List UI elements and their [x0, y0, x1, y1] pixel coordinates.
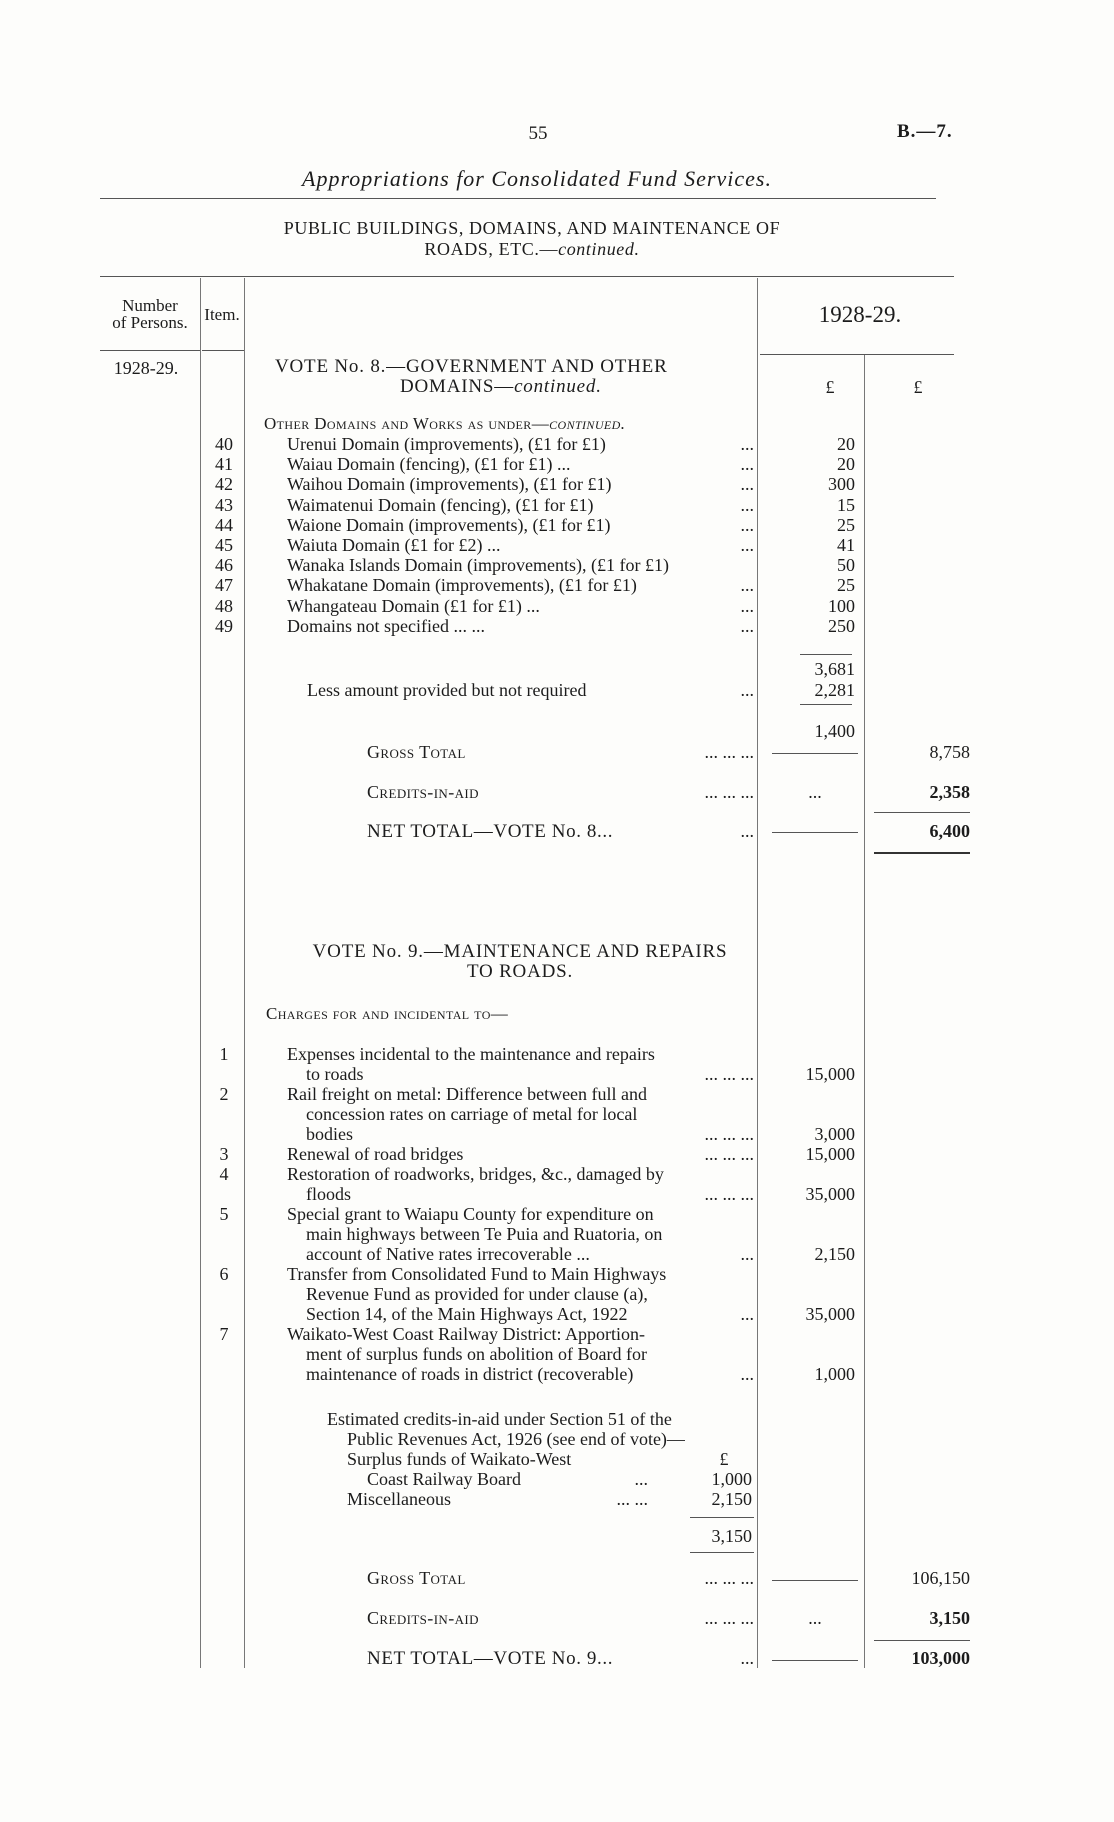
item-leader-dots: ... — [740, 515, 754, 535]
page-title: Appropriations for Consolidated Fund Services. — [302, 166, 772, 191]
miscellaneous-amount: 2,150 — [711, 1489, 752, 1509]
item-description: Special grant to Waiapu County for expenditure on — [287, 1204, 654, 1224]
page-number: 55 — [528, 123, 548, 144]
item-amount: 25 — [837, 515, 855, 535]
item-leader-dots: ... — [740, 575, 754, 595]
item-number: 40 — [215, 434, 233, 454]
vote8-net-bottom-rule — [874, 852, 970, 854]
item-number: 48 — [215, 596, 233, 616]
item-amount: 100 — [828, 596, 855, 616]
item-amount: 15 — [837, 495, 855, 515]
amount-column-rule — [757, 278, 758, 1668]
vote8-gross-dots: ... ... ... — [704, 742, 754, 762]
item-description: Section 14, of the Main Highways Act, 1922 — [306, 1304, 628, 1324]
surplus-pound-sign: £ — [719, 1449, 729, 1469]
vote9-title-line1: VOTE No. 9.—MAINTENANCE AND REPAIRS — [312, 941, 728, 962]
vote8-less-dots: ... — [740, 680, 754, 700]
item-amount: 1,000 — [814, 1364, 855, 1384]
column-number-line1: Number — [122, 296, 178, 315]
vote8-net-rule — [772, 832, 858, 833]
item-amount: 35,000 — [805, 1304, 855, 1324]
surplus-dots: ... — [634, 1469, 648, 1489]
item-number: 7 — [219, 1324, 229, 1344]
vote9-net-dots: ... — [740, 1648, 754, 1668]
item-leader-dots: ... — [740, 1304, 754, 1324]
year-left: 1928-29. — [113, 358, 179, 378]
item-number: 49 — [215, 616, 233, 636]
item-column-rule — [244, 278, 245, 1668]
vote8-credits-label: Credits-in-aid — [367, 782, 479, 802]
vote8-subtotal: 3,681 — [814, 659, 855, 679]
item-number: 1 — [219, 1044, 229, 1064]
item-leader-dots: ... ... ... — [704, 1184, 754, 1204]
item-leader-dots: ... — [740, 1364, 754, 1384]
vote9-credits-mid: ... — [808, 1608, 822, 1628]
item-description: Wanaka Islands Domain (improvements), (£1 for £1) — [287, 555, 669, 575]
vote9-gross-rule — [772, 1580, 858, 1581]
vote9-net-top-rule — [874, 1640, 970, 1641]
item-leader-dots: ... — [740, 474, 754, 494]
miscellaneous-label: Miscellaneous — [347, 1489, 451, 1509]
item-description: Waiuta Domain (£1 for £2) ... — [287, 535, 501, 555]
item-amount: 250 — [828, 616, 855, 636]
item-amount: 15,000 — [805, 1064, 855, 1084]
surplus-amount: 1,000 — [711, 1469, 752, 1489]
vote8-gross-label: Gross Total — [367, 742, 466, 762]
vote8-net-top-rule — [874, 812, 970, 813]
item-number: 46 — [215, 555, 233, 575]
estimated-total-bottom-rule — [690, 1552, 754, 1553]
item-amount: 3,000 — [814, 1124, 855, 1144]
item-number: 6 — [219, 1264, 229, 1284]
vote8-less-rule — [800, 704, 852, 705]
vote9-credits-dots: ... ... ... — [704, 1608, 754, 1628]
item-description: Transfer from Consolidated Fund to Main Highways — [287, 1264, 667, 1284]
vote9-credits-label: Credits-in-aid — [367, 1608, 479, 1628]
item-description: ment of surplus funds on abolition of Board for — [306, 1344, 647, 1364]
subtitle-line-1: PUBLIC BUILDINGS, DOMAINS, AND MAINTENANCE OF — [283, 218, 781, 238]
item-amount: 20 — [837, 454, 855, 474]
item-description: bodies — [306, 1124, 353, 1144]
vote8-net-dots: ... — [740, 821, 754, 841]
item-number: 47 — [215, 575, 233, 595]
item-leader-dots: ... — [740, 1244, 754, 1264]
item-leader-dots: ... — [740, 434, 754, 454]
vote8-after-less: 1,400 — [814, 721, 855, 741]
surplus-funds-line2: Coast Railway Board — [367, 1469, 521, 1489]
item-amount: 41 — [837, 535, 855, 555]
item-description: Waikato-West Coast Railway District: Apportion- — [287, 1324, 646, 1344]
item-leader-dots: ... — [740, 495, 754, 515]
item-amount: 2,150 — [814, 1244, 855, 1264]
vote8-net-label: NET TOTAL—VOTE No. 8... — [367, 821, 614, 842]
item-leader-dots: ... ... ... — [704, 1064, 754, 1084]
item-description: Waimatenui Domain (fencing), (£1 for £1) — [287, 495, 594, 515]
item-number: 2 — [219, 1084, 229, 1104]
vote8-section-heading: Other Domains and Works as under—continued. — [264, 414, 626, 433]
item-leader-dots: ... — [740, 596, 754, 616]
item-leader-dots: ... ... ... — [704, 1144, 754, 1164]
item-number: 5 — [219, 1204, 229, 1224]
item-description: Whangateau Domain (£1 for £1) ... — [287, 596, 540, 616]
item-leader-dots: ... — [740, 454, 754, 474]
item-description: Waihou Domain (improvements), (£1 for £1) — [287, 474, 612, 494]
item-description: maintenance of roads in district (recoverable) — [306, 1364, 634, 1384]
item-description: Whakatane Domain (improvements), (£1 for £1) — [287, 575, 637, 595]
item-number: 44 — [215, 515, 233, 535]
pound-header-1: £ — [825, 377, 835, 397]
column-year: 1928-29. — [818, 302, 902, 327]
item-description: Waione Domain (improvements), (£1 for £1) — [287, 515, 611, 535]
item-amount: 300 — [828, 474, 855, 494]
vote8-credits-amount: 2,358 — [929, 782, 970, 802]
item-number: 43 — [215, 495, 233, 515]
document-code: B.—7. — [897, 121, 953, 142]
estimated-total-rule — [690, 1517, 754, 1518]
number-column-rule — [200, 278, 201, 1668]
item-number: 3 — [219, 1144, 229, 1164]
column-item: Item. — [204, 305, 240, 324]
item-description: account of Native rates irrecoverable ... — [306, 1244, 590, 1264]
item-leader-dots: ... — [740, 535, 754, 555]
vote9-net-rule — [772, 1660, 858, 1661]
item-description: Renewal of road bridges — [287, 1144, 464, 1164]
surplus-funds-line1: Surplus funds of Waikato-West — [347, 1449, 572, 1469]
year-header-rule — [760, 354, 954, 355]
item-amount: 15,000 — [805, 1144, 855, 1164]
vote8-gross-amount: 8,758 — [929, 742, 970, 762]
vote8-gross-rule — [772, 753, 858, 754]
vote8-net-amount: 6,400 — [929, 821, 970, 841]
item-header-rule — [202, 350, 244, 351]
header-rule — [100, 198, 936, 199]
item-description: concession rates on carriage of metal for local — [306, 1104, 638, 1124]
item-description: Urenui Domain (improvements), (£1 for £1) — [287, 434, 606, 454]
item-number: 41 — [215, 454, 233, 474]
column-header-top-rule — [100, 276, 954, 277]
item-description: Restoration of roadworks, bridges, &c., damaged by — [287, 1164, 664, 1184]
pound-header-2: £ — [913, 377, 923, 397]
estimated-credits-line1: Estimated credits-in-aid under Section 51 of the — [327, 1409, 672, 1429]
vote9-net-label: NET TOTAL—VOTE No. 9... — [367, 1648, 614, 1669]
vote9-gross-label: Gross Total — [367, 1568, 466, 1588]
column-number-line2: of Persons. — [112, 313, 188, 332]
vote8-credits-mid: ... — [808, 782, 822, 802]
vote8-title-line2: DOMAINS—continued. — [400, 376, 602, 397]
vote8-subtotal-rule — [800, 654, 852, 655]
item-leader-dots: ... — [740, 616, 754, 636]
item-number: 42 — [215, 474, 233, 494]
item-number: 45 — [215, 535, 233, 555]
vote9-credits-amount: 3,150 — [929, 1608, 970, 1628]
vote9-net-amount: 103,000 — [911, 1648, 970, 1668]
estimated-total: 3,150 — [711, 1526, 752, 1546]
item-description: Waiau Domain (fencing), (£1 for £1) ... — [287, 454, 571, 474]
item-description: main highways between Te Puia and Ruatoria, on — [306, 1224, 663, 1244]
vote9-section-heading: Charges for and incidental to— — [266, 1004, 509, 1023]
item-amount: 50 — [837, 555, 855, 575]
number-header-rule — [100, 350, 200, 351]
vote9-gross-amount: 106,150 — [911, 1568, 970, 1588]
item-number: 4 — [219, 1164, 229, 1184]
item-description: Expenses incidental to the maintenance and repairs — [287, 1044, 655, 1064]
subtitle-line-2: ROADS, ETC.—continued. — [424, 239, 640, 259]
vote8-title-line1: VOTE No. 8.—GOVERNMENT AND OTHER — [275, 356, 668, 377]
item-amount: 35,000 — [805, 1184, 855, 1204]
item-description: Rail freight on metal: Difference between full and — [287, 1084, 648, 1104]
item-leader-dots: ... ... ... — [704, 1124, 754, 1144]
vote9-title-line2: TO ROADS. — [466, 961, 574, 982]
item-description: floods — [306, 1184, 351, 1204]
total-column-rule — [864, 355, 865, 1668]
item-amount: 20 — [837, 434, 855, 454]
item-amount: 25 — [837, 575, 855, 595]
vote8-less-label: Less amount provided but not required — [307, 680, 587, 700]
vote8-less-amount: 2,281 — [814, 680, 855, 700]
item-description: Domains not specified ... ... — [287, 616, 485, 636]
miscellaneous-dots: ... ... — [616, 1489, 648, 1509]
estimated-credits-line2: Public Revenues Act, 1926 (see end of vote)— — [347, 1429, 685, 1449]
vote8-credits-dots: ... ... ... — [704, 782, 754, 802]
item-description: to roads — [306, 1064, 364, 1084]
vote9-gross-dots: ... ... ... — [704, 1568, 754, 1588]
item-description: Revenue Fund as provided for under clause (a), — [306, 1284, 648, 1304]
